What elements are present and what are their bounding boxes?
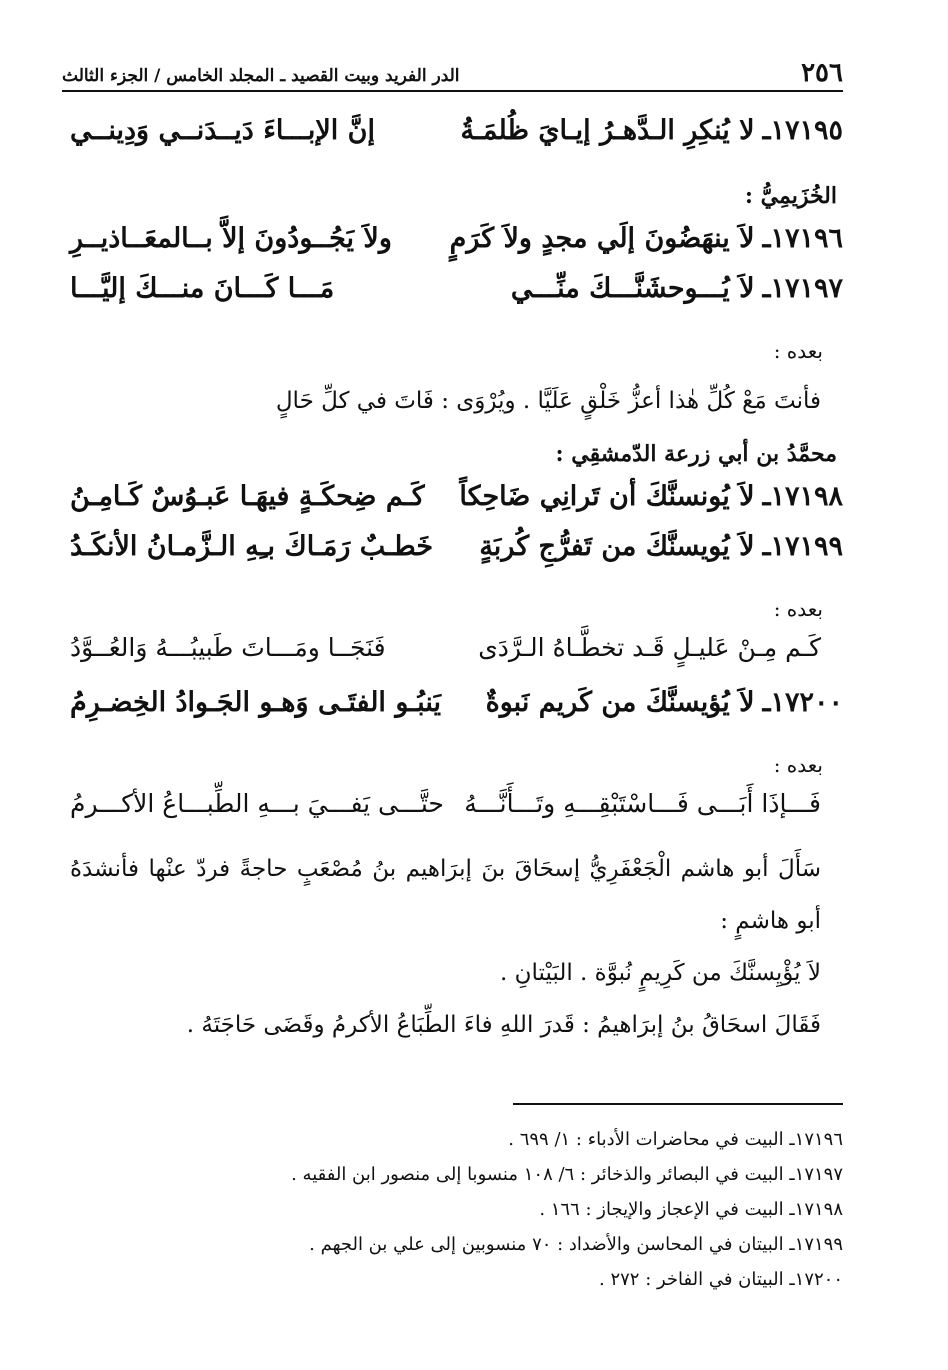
after-label: بعده : [773, 753, 823, 777]
footnote: ١٧١٩٦ـ البيت في محاضرات الأدباء : ١/ ٦٩٩ . [508, 1129, 843, 1150]
verse-number: ١٧٢٠٠ـ [762, 687, 843, 718]
second-hemistich: ولاَ يَجُــودُونَ إلاَّ بــالمعَــاذيــرِ [70, 223, 392, 254]
second-hemistich: مَـــا كَـــانَ منـــكَ إليَّـــا [70, 273, 335, 304]
footnote-rule [513, 1103, 843, 1105]
verse-number: ١٧١٩٨ـ [762, 481, 843, 512]
poet-name: محمَّدُ بن أبي زرعة الدّمشقِي : [555, 441, 837, 467]
prose-paragraph: سَأَلَ أبو هاشم الْجَعْفَرِيُّ إسحَاقَ بنَ إبرَاهيم بنُ مُصْعَبٍ حاجةً فردّ عنْها فأنشدَهُ أبو هاشمٍ : [70, 856, 821, 934]
second-hemistich: إنَّ الإبـــاءَ دَيــدَنــي وَدِينــي [70, 115, 376, 146]
verse-number: ١٧١٩٩ـ [762, 531, 843, 562]
first-hemistich: لاَ يُـــوحشَنَّـــكَ منِّـــي [510, 273, 755, 304]
verse-17197 [70, 273, 843, 327]
second-hemistich: يَنبُـو الفتَـى وَهـو الجَـوادُ الخِضـرِمُ [70, 687, 441, 718]
prose-paragraph: فأنتَ مَعْ كُلِّ هٰذا أعزُّ خَلْقٍ عَلَيَّا . ويُرْوَى : فَاتَ في كلِّ حَالٍ [275, 388, 821, 414]
verse-17198 [70, 481, 843, 531]
first-hemistich: لا يُنكِرِ الـدَّهـرُ إيـايَ ظُلمَـةُ [460, 115, 755, 146]
second-hemistich: كَـم ضِحكَـةٍ فيهَـا عَبـوُسٌ كَـامِـنُ [70, 481, 425, 512]
after-label: بعده : [773, 339, 823, 363]
verse-number: ١٧١٩٧ـ [762, 273, 843, 304]
page-header [62, 50, 843, 92]
second-hemistich: فَنَجَــا ومَـــاتَ طَبيبُـــهُ وَالعُــوَّدُ [70, 633, 386, 662]
first-hemistich: لاَ يُويسنَّكَ من تَفرُّجِ كُربَةٍ [479, 531, 755, 562]
verse-17195 [70, 115, 843, 169]
verse-17200 [70, 687, 843, 741]
poet-name: الخُزَيمِيُّ : [744, 183, 837, 209]
first-hemistich: كَـم مِـنْ عَليـلٍ قَـد تخطَّـاهُ الـرَّدَى [478, 633, 821, 662]
second-hemistich: خَطـبٌ رَمَـاكَ بـِهِ الـزَّمـانُ الأنكَـدُ [70, 531, 434, 562]
page-number: ٢٥٦ [801, 58, 843, 88]
verse-17196 [70, 223, 843, 273]
footnote: ١٧١٩٧ـ البيت في البصائر والذخائر : ٦/ ١٠٨ منسوبا إلى منصور ابن الفقيه . [291, 1164, 843, 1185]
first-hemistich: فَـــإذَا أَبَـــى فَـــاسْتَبْقِـــهِ وتَـــأَنَّـــهُ [464, 789, 821, 818]
verse-number: ١٧١٩٥ـ [762, 115, 843, 146]
prose-paragraph: فَقَالَ اسحَاقُ بنُ إبرَاهيمُ : قَدرَ اللهِ فاءَ الطِّبَاعُ الأكرمُ وقَضَى حَاجَتَهُ . [186, 1012, 821, 1038]
first-hemistich: لاَ يُونسنَّكَ أن تَرانِي ضَاحِكاً [459, 481, 755, 512]
first-hemistich: لاَ ينهَضُونَ إلَي مجدٍ ولاَ كَرَمٍ [449, 223, 755, 254]
footnotes [70, 1122, 843, 1297]
after-label: بعده : [773, 597, 823, 621]
first-hemistich: لاَ يُؤيسنَّكَ من كَريم نَبوةٌ [485, 687, 755, 718]
footnote: ١٧٢٠٠ـ البيتان في الفاخر : ٢٧٢ . [599, 1269, 843, 1290]
running-title: الدر الفريد وبيت القصيد ـ المجلد الخامس / الجزء الثالث [62, 66, 460, 86]
prose-paragraph: لاَ يُؤْيِسنَّكَ من كَرِيمٍ نُبوَّة . البَيْتانِ . [499, 960, 821, 986]
footnote: ١٧١٩٨ـ البيت في الإعجاز والإيجاز : ١٦٦ . [539, 1199, 843, 1220]
page-body [70, 115, 843, 1051]
verse-17199 [70, 531, 843, 585]
unnumbered-verse [70, 789, 843, 843]
verse-number: ١٧١٩٦ـ [762, 223, 843, 254]
unnumbered-verse [70, 633, 843, 687]
footnote: ١٧١٩٩ـ البيتان في المحاسن والأضداد : ٧٠ منسوبين إلى علي بن الجهم . [309, 1234, 843, 1255]
second-hemistich: حتَّـــى يَفـــيَ بـــهِ الطِّبـــاعُ الأكـــرمُ [70, 789, 444, 818]
